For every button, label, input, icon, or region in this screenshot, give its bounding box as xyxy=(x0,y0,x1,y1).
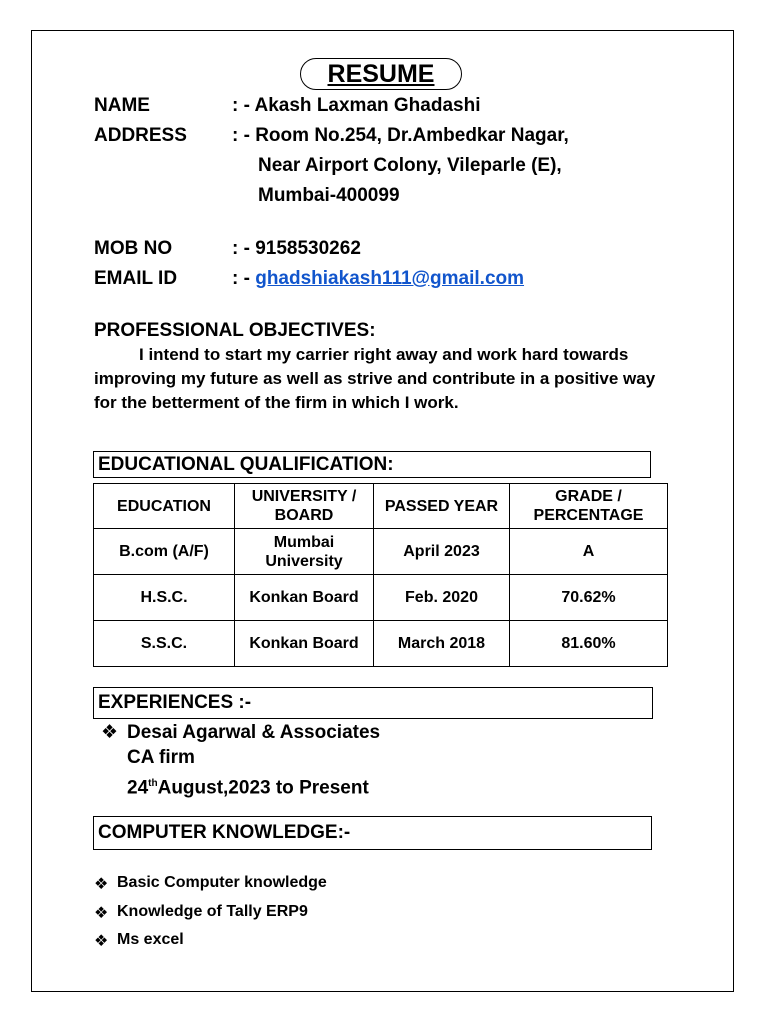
computer-item: Knowledge of Tally ERP9 xyxy=(117,903,308,920)
experience-date-suffix: th xyxy=(148,778,158,789)
name-label: NAME xyxy=(94,95,150,116)
table-cell: 70.62% xyxy=(510,575,668,621)
experience-company: Desai Agarwal & Associates xyxy=(127,722,381,743)
address-label: ADDRESS xyxy=(94,125,187,146)
email-link[interactable]: ghadshiakash111@gmail.com xyxy=(255,268,525,289)
address-line-1: : - Room No.254, Dr.Ambedkar Nagar, xyxy=(232,125,569,146)
computer-heading: COMPUTER KNOWLEDGE:- xyxy=(93,816,652,850)
name-value: : - Akash Laxman Ghadashi xyxy=(232,95,481,116)
table-row xyxy=(94,529,668,575)
table-cell: March 2018 xyxy=(374,621,510,667)
resume-title: RESUME xyxy=(300,58,462,90)
address-line-3: Mumbai-400099 xyxy=(258,185,400,206)
email-row xyxy=(232,268,524,290)
table-cell: Mumbai University xyxy=(235,529,374,575)
table-cell: B.com (A/F) xyxy=(94,529,235,575)
table-row xyxy=(94,621,668,667)
experience-date-rest: August,2023 to Present xyxy=(157,777,369,799)
experience-heading: EXPERIENCES :- xyxy=(93,687,653,719)
objectives-paragraph: I intend to start my carrier right away and work hard towards improving my future as well as strive and contribute in a positive way for the betterment of the firm in which I work. xyxy=(94,345,656,412)
table-cell: H.S.C. xyxy=(94,575,235,621)
table-cell: Konkan Board xyxy=(235,575,374,621)
table-cell: A xyxy=(510,529,668,575)
table-cell: S.S.C. xyxy=(94,621,235,667)
table-cell: 81.60% xyxy=(510,621,668,667)
table-row xyxy=(94,575,668,621)
mob-value: : - 9158530262 xyxy=(232,238,361,259)
address-line-2: Near Airport Colony, Vileparle (E), xyxy=(258,155,562,176)
education-heading: EDUCATIONAL QUALIFICATION: xyxy=(93,451,651,478)
table-cell: April 2023 xyxy=(374,529,510,575)
computer-bullet-icon: ❖ xyxy=(94,876,109,893)
objectives-heading: PROFESSIONAL OBJECTIVES: xyxy=(94,320,376,341)
objectives-text xyxy=(94,343,664,415)
experience-type: CA firm xyxy=(127,747,195,768)
computer-bullet-icon: ❖ xyxy=(94,905,109,922)
experience-date xyxy=(127,771,369,800)
table-header-row xyxy=(94,484,668,529)
email-label: EMAIL ID xyxy=(94,268,178,289)
computer-bullet-icon: ❖ xyxy=(94,933,109,950)
table-header: EDUCATION xyxy=(94,484,235,529)
email-prefix: : - xyxy=(232,268,256,289)
mob-label: MOB NO xyxy=(94,238,173,259)
table-cell: Feb. 2020 xyxy=(374,575,510,621)
table-header: GRADE / PERCENTAGE xyxy=(510,484,668,529)
table-cell: Konkan Board xyxy=(235,621,374,667)
experience-bullet-icon: ❖ xyxy=(101,722,119,743)
experience-date-day: 24 xyxy=(127,777,149,799)
computer-item: Ms excel xyxy=(117,931,184,948)
table-header: UNIVERSITY / BOARD xyxy=(235,484,374,529)
computer-item: Basic Computer knowledge xyxy=(117,874,327,891)
table-header: PASSED YEAR xyxy=(374,484,510,529)
education-table xyxy=(93,483,668,667)
